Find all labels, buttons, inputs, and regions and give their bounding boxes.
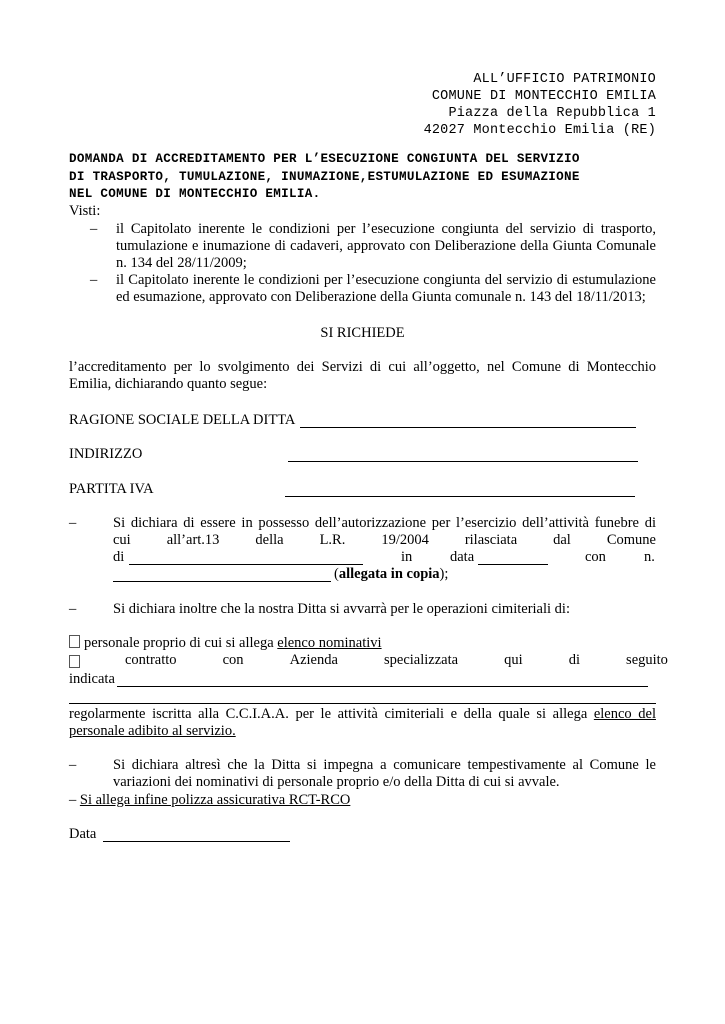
word: dal	[553, 532, 571, 548]
option-2-indicata-label: indicata	[69, 671, 115, 687]
regolarmente-paragraph	[69, 706, 656, 723]
option-2-line-1	[125, 652, 668, 669]
allegata-note	[334, 566, 448, 583]
word: rilasciata	[464, 532, 518, 548]
word: cui	[113, 532, 131, 548]
personale-adibito-text: personale adibito al servizio.	[69, 723, 236, 739]
checkbox-icon[interactable]	[69, 635, 80, 648]
partita-iva-field[interactable]	[285, 481, 635, 497]
visti-item-2-text: il Capitolato inerente le condizioni per l’esecuzione congiunta del servizio di estumulazione ed esumazione, approvato con Deliberazione della Giunta comunale n. 143 del 18/11/2013;	[116, 272, 656, 305]
personale-adibito-link	[69, 723, 236, 740]
data-label: Data	[69, 826, 97, 842]
section-heading: SI RICHIEDE	[320, 325, 405, 341]
elenco-del-link: elenco del	[593, 706, 656, 722]
paren-open: (	[334, 566, 339, 582]
partita-iva-label: PARTITA IVA	[69, 481, 154, 497]
decl3-line-2: variazioni dei nominativi di personale proprio e/o della Ditta di cui si avvale.	[113, 774, 560, 790]
word: contratto	[125, 652, 177, 668]
decl1-line-1	[113, 515, 656, 532]
decl1-in-label: in	[401, 549, 413, 565]
decl2-dash: –	[69, 601, 77, 617]
comune-field[interactable]	[129, 549, 363, 565]
word: 19/2004	[381, 532, 429, 548]
document-title	[69, 151, 661, 204]
address-line-4: 42027 Montecchio Emilia (RE)	[423, 123, 656, 138]
numero-autorizzazione-field[interactable]	[113, 566, 331, 582]
title-line-2: DI TRASPORTO, TUMULAZIONE, INUMAZIONE,ESTUMULAZIONE ED ESUMAZIONE	[69, 169, 580, 184]
word: Comune	[606, 532, 656, 548]
decl1-di-label: di	[113, 549, 125, 565]
dash: –	[90, 221, 98, 237]
data-autorizzazione-field[interactable]	[478, 549, 548, 565]
decl1-dash: –	[69, 515, 77, 531]
paren-close: );	[439, 566, 449, 582]
word: della	[255, 532, 284, 548]
word: seguito	[626, 652, 668, 668]
address-line-2: COMUNE DI MONTECCHIO EMILIA	[431, 89, 656, 104]
visti-label: Visti:	[69, 203, 101, 219]
visti-item-1-text: il Capitolato inerente le condizioni per l’esecuzione congiunta del servizio di trasporto, tumulazione e inumazione di cadaveri, approvato con Deliberazione della Giunta Comunale n. 134 del 28/11/2009;	[116, 221, 656, 271]
data-field[interactable]	[103, 826, 290, 842]
indirizzo-label: INDIRIZZO	[69, 446, 143, 462]
title-line-3: NEL COMUNE DI MONTECCHIO EMILIA.	[69, 187, 321, 201]
intro-paragraph: l’accreditamento per lo svolgimento dei Servizi di cui all’oggetto, nel Comune di Montecchio Emilia, dichiarando quanto segue:	[69, 359, 656, 392]
polizza-text: Si allega infine polizza assicurativa RCT-RCO	[79, 792, 351, 808]
azienda-field-2[interactable]	[69, 688, 656, 704]
decl3-dash: –	[69, 757, 77, 773]
regolarmente-text: regolarmente iscritta alla C.C.I.A.A. per le attività cimiteriali e della quale si allega	[69, 706, 594, 722]
allegata-in-copia: allegata in copia	[338, 566, 440, 582]
recipient-address	[424, 71, 656, 139]
word: all’art.13	[166, 532, 220, 548]
decl1-line-2	[113, 532, 656, 549]
decl3-line-1: Si dichiara altresì che la Ditta si impegna a comunicare tempestivamente al Comune le	[113, 757, 656, 773]
option-personale-proprio[interactable]	[69, 635, 382, 652]
decl1-data-label: data	[450, 549, 475, 565]
polizza-line	[69, 792, 350, 809]
option-contratto-checkbox[interactable]	[69, 655, 84, 672]
decl1-n-label: n.	[644, 549, 655, 565]
ragione-sociale-field[interactable]	[300, 412, 636, 428]
word: di	[568, 652, 580, 668]
checkbox-icon[interactable]	[69, 655, 80, 668]
address-line-1: ALL’UFFICIO PATRIMONIO	[473, 72, 656, 87]
indirizzo-field[interactable]	[288, 446, 638, 462]
decl1-line-1-text: Si dichiara di essere in possesso dell’autorizzazione per l’esercizio dell’attività funebre di	[113, 515, 656, 531]
decl1-con-label: con	[585, 549, 606, 565]
word: L.R.	[319, 532, 346, 548]
ragione-sociale-label: RAGIONE SOCIALE DELLA DITTA	[69, 412, 296, 428]
address-line-3: Piazza della Repubblica 1	[448, 106, 656, 121]
word: specializzata	[383, 652, 459, 668]
word: qui	[504, 652, 523, 668]
dash: –	[90, 272, 98, 288]
elenco-nominativi-link: elenco nominativi	[277, 635, 382, 651]
word: Azienda	[289, 652, 338, 668]
word: con	[222, 652, 244, 668]
option-1-text: personale proprio di cui si allega	[84, 635, 278, 651]
azienda-field-1[interactable]	[117, 671, 648, 687]
polizza-dash: –	[69, 792, 80, 808]
title-line-1: DOMANDA DI ACCREDITAMENTO PER L’ESECUZIONE CONGIUNTA DEL SERVIZIO	[69, 152, 580, 166]
decl2-text: Si dichiara inoltre che la nostra Ditta si avvarrà per le operazioni cimiteriali di:	[113, 601, 570, 617]
